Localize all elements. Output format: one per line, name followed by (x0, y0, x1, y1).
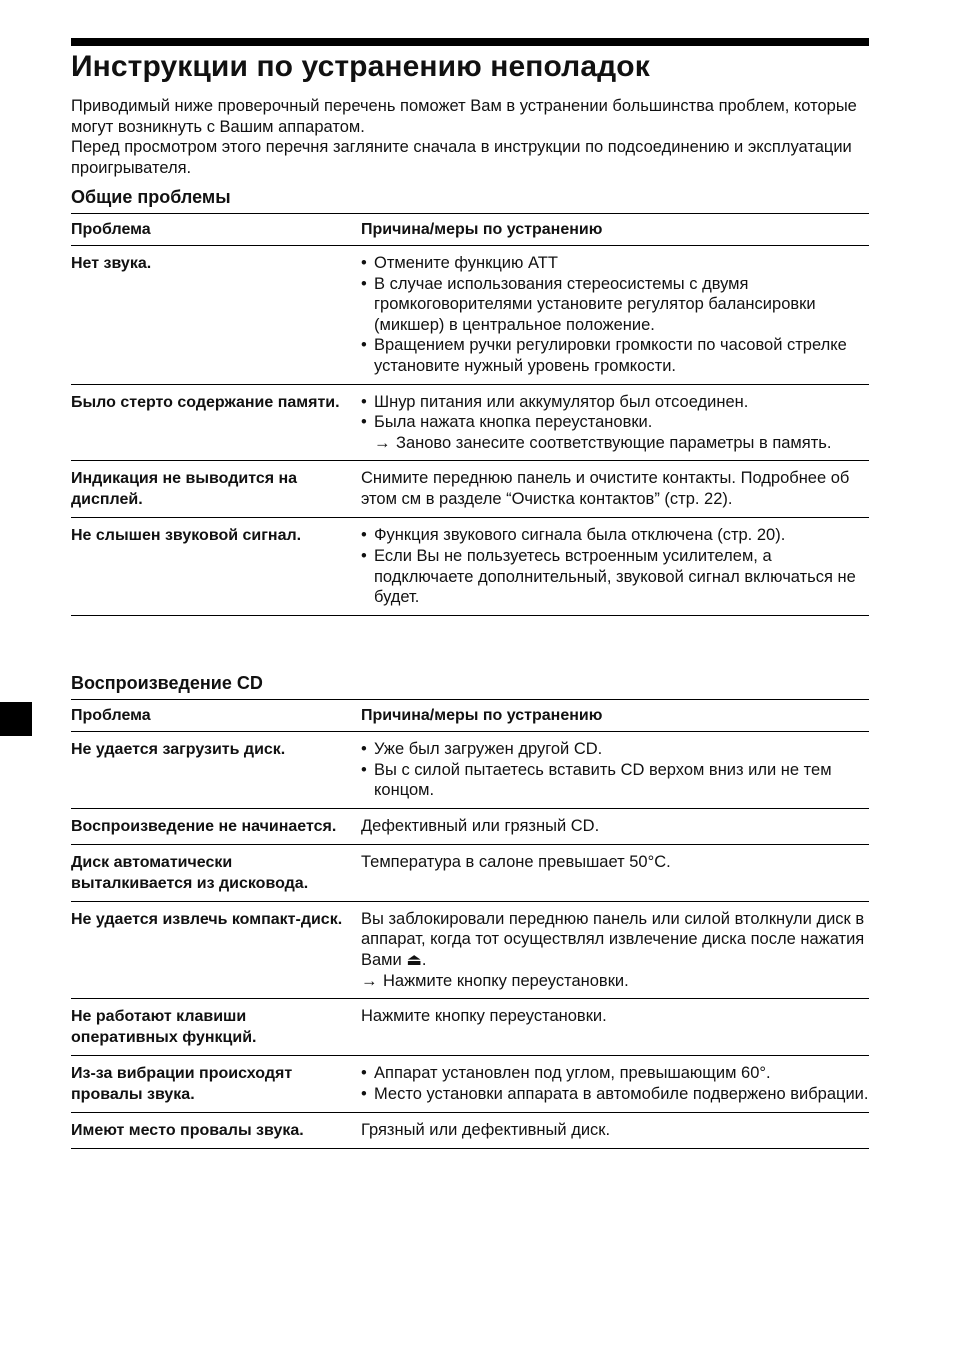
section-heading: Воспроизведение CD (71, 673, 263, 693)
table-body (71, 246, 869, 615)
cause-text: Грязный или дефективный диск. (361, 1121, 611, 1140)
table-header (71, 700, 869, 732)
cause-text: Нажмите кнопку переустановки. (361, 1007, 607, 1026)
bullet-item: • Шнур питания или аккумулятор был отсоединен. (361, 392, 869, 413)
problem-cell: Не удается загрузить диск. (71, 741, 286, 758)
remedy-line (361, 971, 869, 992)
cause-cell (361, 468, 869, 510)
cause-text: Вы заблокировали переднюю панель или силой втолкнули диск в аппарат, когда тот осуществлял извлечение диска после нажатия Вами ⏏. (361, 909, 865, 969)
remedy-text: Заново занесите соответствующие параметры в память. (396, 433, 832, 452)
table-row (71, 732, 869, 808)
problem-cell: Было стерто содержание памяти. (71, 393, 340, 411)
section-cd-playback (71, 672, 869, 1149)
table-row (71, 517, 869, 614)
table-row (71, 1055, 869, 1112)
problem-cell: Нет звука. (71, 255, 152, 272)
table-row (71, 1112, 869, 1148)
cause-cell (361, 909, 869, 991)
cause-text: Снимите переднюю панель и очистите контакты. Подробнее об этом см в разделе “Очистка контактов” (стр. 22). (361, 469, 850, 508)
bullet-item: • Отмените функцию ATT (361, 253, 869, 274)
bullet-item: • Место установки аппарата в автомобиле подвержено вибрации. (361, 1084, 869, 1105)
cause-text: Дефективный или грязный CD. (361, 816, 600, 835)
table-row (71, 384, 869, 461)
column-header-problem: Проблема (71, 707, 151, 724)
problem-cell: Не работают клавиши оперативных функций. (71, 1008, 257, 1047)
bullet-item: • Функция звукового сигнала была отключена (стр. 20). (361, 525, 869, 546)
cause-cell (361, 1006, 869, 1048)
bullet-item: • Если Вы не пользуетесь встроенным усилителем, а подключаете дополнительный, звуковой сигнал включаться не будет. (361, 546, 869, 608)
section-heading: Общие проблемы (71, 187, 231, 207)
problem-cell: Не удается извлечь компакт-диск. (71, 910, 343, 928)
table-row (71, 460, 869, 517)
column-header-problem: Проблема (71, 221, 151, 238)
table-body (71, 732, 869, 1148)
table-row (71, 246, 869, 384)
troubleshooting-table (71, 213, 869, 616)
bullet-item: • Уже был загружен другой CD. (361, 739, 869, 760)
troubleshooting-table (71, 699, 869, 1149)
bullet-item: • Была нажата кнопка переустановки. (361, 412, 869, 433)
problem-cell: Диск автоматически выталкивается из дисковода. (71, 853, 309, 892)
column-header-cause: Причина/меры по устранению (361, 220, 603, 238)
arrow-right-icon: → (361, 971, 378, 990)
table-row (71, 998, 869, 1055)
table-row (71, 844, 869, 901)
problem-cell: Воспроизведение не начинается. (71, 817, 337, 835)
title-rule (71, 38, 869, 46)
intro-paragraph: Приводимый ниже проверочный перечень поможет Вам в устранении большинства проблем, которые могут возникнуть с Вашим аппаратом. (71, 97, 857, 136)
table-header (71, 214, 869, 246)
cause-cell (361, 392, 869, 454)
column-header-cause: Причина/меры по устранению (361, 706, 603, 724)
cause-cell (361, 816, 869, 837)
page-title: Инструкции по устранению неполадок (71, 50, 650, 83)
bullet-item: • Вы с силой пытаетесь вставить CD верхом вниз или не тем концом. (361, 760, 869, 801)
cause-cell (361, 525, 869, 607)
bullet-item: • В случае использования стереосистемы с двумя громкоговорителями установите регулятор балансировки (микшер) в центральное положение. (361, 274, 869, 336)
intro-text (71, 96, 861, 178)
problem-cell: Не слышен звуковой сигнал. (71, 527, 302, 545)
cause-cell (361, 253, 869, 377)
remedy-line (361, 433, 869, 454)
intro-paragraph: Перед просмотром этого перечня загляните сначала в инструкции по подсоединению и эксплуатации проигрывателя. (71, 138, 852, 177)
problem-cell: Из-за вибрации происходят провалы звука. (71, 1065, 293, 1104)
cause-cell (361, 739, 869, 801)
page-edge-tab (0, 702, 32, 736)
bullet-item: • Аппарат установлен под углом, превышающим 60°. (361, 1063, 869, 1084)
arrow-right-icon: → (374, 433, 391, 452)
cause-cell (361, 852, 869, 894)
bullet-item: • Вращением ручки регулировки громкости по часовой стрелке установите нужный уровень громкости. (361, 335, 869, 376)
table-row (71, 808, 869, 844)
cause-cell (361, 1063, 869, 1105)
section-general-problems (71, 186, 869, 616)
cause-cell (361, 1120, 869, 1141)
remedy-text: Нажмите кнопку переустановки. (383, 971, 629, 990)
cause-text: Температура в салоне превышает 50°C. (361, 852, 671, 871)
problem-cell: Имеют место провалы звука. (71, 1122, 304, 1140)
table-row (71, 901, 869, 998)
problem-cell: Индикация не выводится на дисплей. (71, 470, 298, 509)
